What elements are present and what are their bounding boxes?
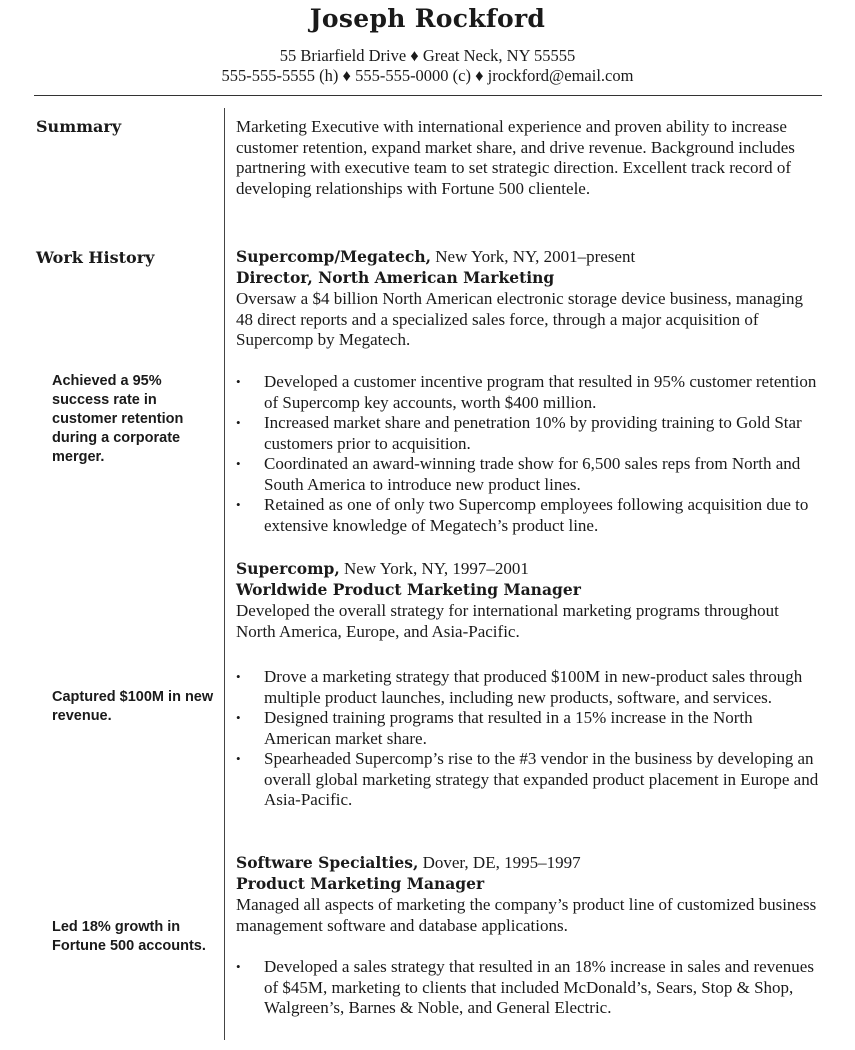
bullet-item: • Drove a marketing strategy that produced $100M in new-product sales through multiple product launches, including new products, software, and services. xyxy=(236,667,803,707)
achievement-note: Led 18% growth in Fortune 500 accounts. xyxy=(52,919,206,954)
bullet-item: • Retained as one of only two Supercomp employees following acquisition due to extensive knowledge of Megatech’s product line. xyxy=(236,495,809,535)
job-location-dates: Dover, DE, 1995–1997 xyxy=(418,853,581,872)
job-title: Worldwide Product Marketing Manager xyxy=(236,580,581,599)
job-description: Oversaw a $4 billion North American electronic storage device business, managing 48 direct reports and a specialized sales force, through a major acquisition of Supercomp by Megatech. xyxy=(236,289,803,349)
job-title: Product Marketing Manager xyxy=(236,874,485,893)
job-bullets xyxy=(236,957,822,1019)
job-title: Director, North American Marketing xyxy=(236,268,555,287)
job-company: Software Specialties, xyxy=(236,853,419,872)
bullet-item: • Developed a customer incentive program that resulted in 95% customer retention of Supercomp key accounts, worth $400 million. xyxy=(236,372,817,412)
bullet-icon: • xyxy=(236,751,241,766)
bullet-icon: • xyxy=(236,374,241,389)
bullet-icon: • xyxy=(236,669,241,684)
job-header xyxy=(236,853,822,874)
job-description: Managed all aspects of marketing the company’s product line of customized business management software and database applications. xyxy=(236,895,817,935)
header-divider xyxy=(34,95,822,96)
bullet-item: • Coordinated an award-winning trade show for 6,500 sales reps from North and South America to introduce new product lines. xyxy=(236,454,801,494)
summary-text: Marketing Executive with international experience and proven ability to increase customer retention, expand market share, and drive revenue. Background includes partnering with executive team to set strategic direction. Excellent track record of developing relationships with Fortune 500 clientele. xyxy=(236,117,795,198)
bullet-item: • Developed a sales strategy that resulted in an 18% increase in sales and revenues of $45M, marketing to clients that included McDonald’s, Sears, Stop & Shop, Walgreen’s, Barnes & Noble, and General Electric. xyxy=(236,957,814,1017)
address-line: 55 Briarfield Drive ♦ Great Neck, NY 55555 xyxy=(279,46,576,65)
achievement-note: Captured $100M in new revenue. xyxy=(52,689,214,724)
achievement-note: Achieved a 95% success rate in customer retention during a corporate merger. xyxy=(52,373,184,465)
bullet-icon: • xyxy=(236,415,241,430)
job-location-dates: New York, NY, 2001–present xyxy=(431,247,636,266)
resume-name: Joseph Rockford xyxy=(309,4,546,33)
job-header xyxy=(236,559,822,580)
job-company: Supercomp, xyxy=(236,559,340,578)
job-company: Supercomp/Megatech, xyxy=(236,247,432,266)
job-description: Developed the overall strategy for international marketing programs throughout North America, Europe, and Asia-Pacific. xyxy=(236,601,779,641)
bullet-icon: • xyxy=(236,710,241,725)
work-history-label: Work History xyxy=(36,248,155,267)
job-header xyxy=(236,247,822,268)
bullet-icon: • xyxy=(236,497,241,512)
job-bullets xyxy=(236,667,822,811)
phone-email-line: 555-555-5555 (h) ♦ 555-555-0000 (c) ♦ jrockford@email.com xyxy=(221,66,634,85)
job-bullets xyxy=(236,372,822,536)
job-location-dates: New York, NY, 1997–2001 xyxy=(339,559,529,578)
bullet-item: • Spearheaded Supercomp’s rise to the #3 vendor in the business by developing an overall global marketing strategy that expanded product placement in Europe and Asia-Pacific. xyxy=(236,749,819,809)
column-divider xyxy=(224,108,225,1040)
bullet-icon: • xyxy=(236,959,241,974)
bullet-icon: • xyxy=(236,456,241,471)
bullet-item: • Increased market share and penetration 10% by providing training to Gold Star customers prior to acquisition. xyxy=(236,413,802,453)
summary-label: Summary xyxy=(36,117,122,136)
bullet-item: • Designed training programs that resulted in a 15% increase in the North American market share. xyxy=(236,708,753,748)
